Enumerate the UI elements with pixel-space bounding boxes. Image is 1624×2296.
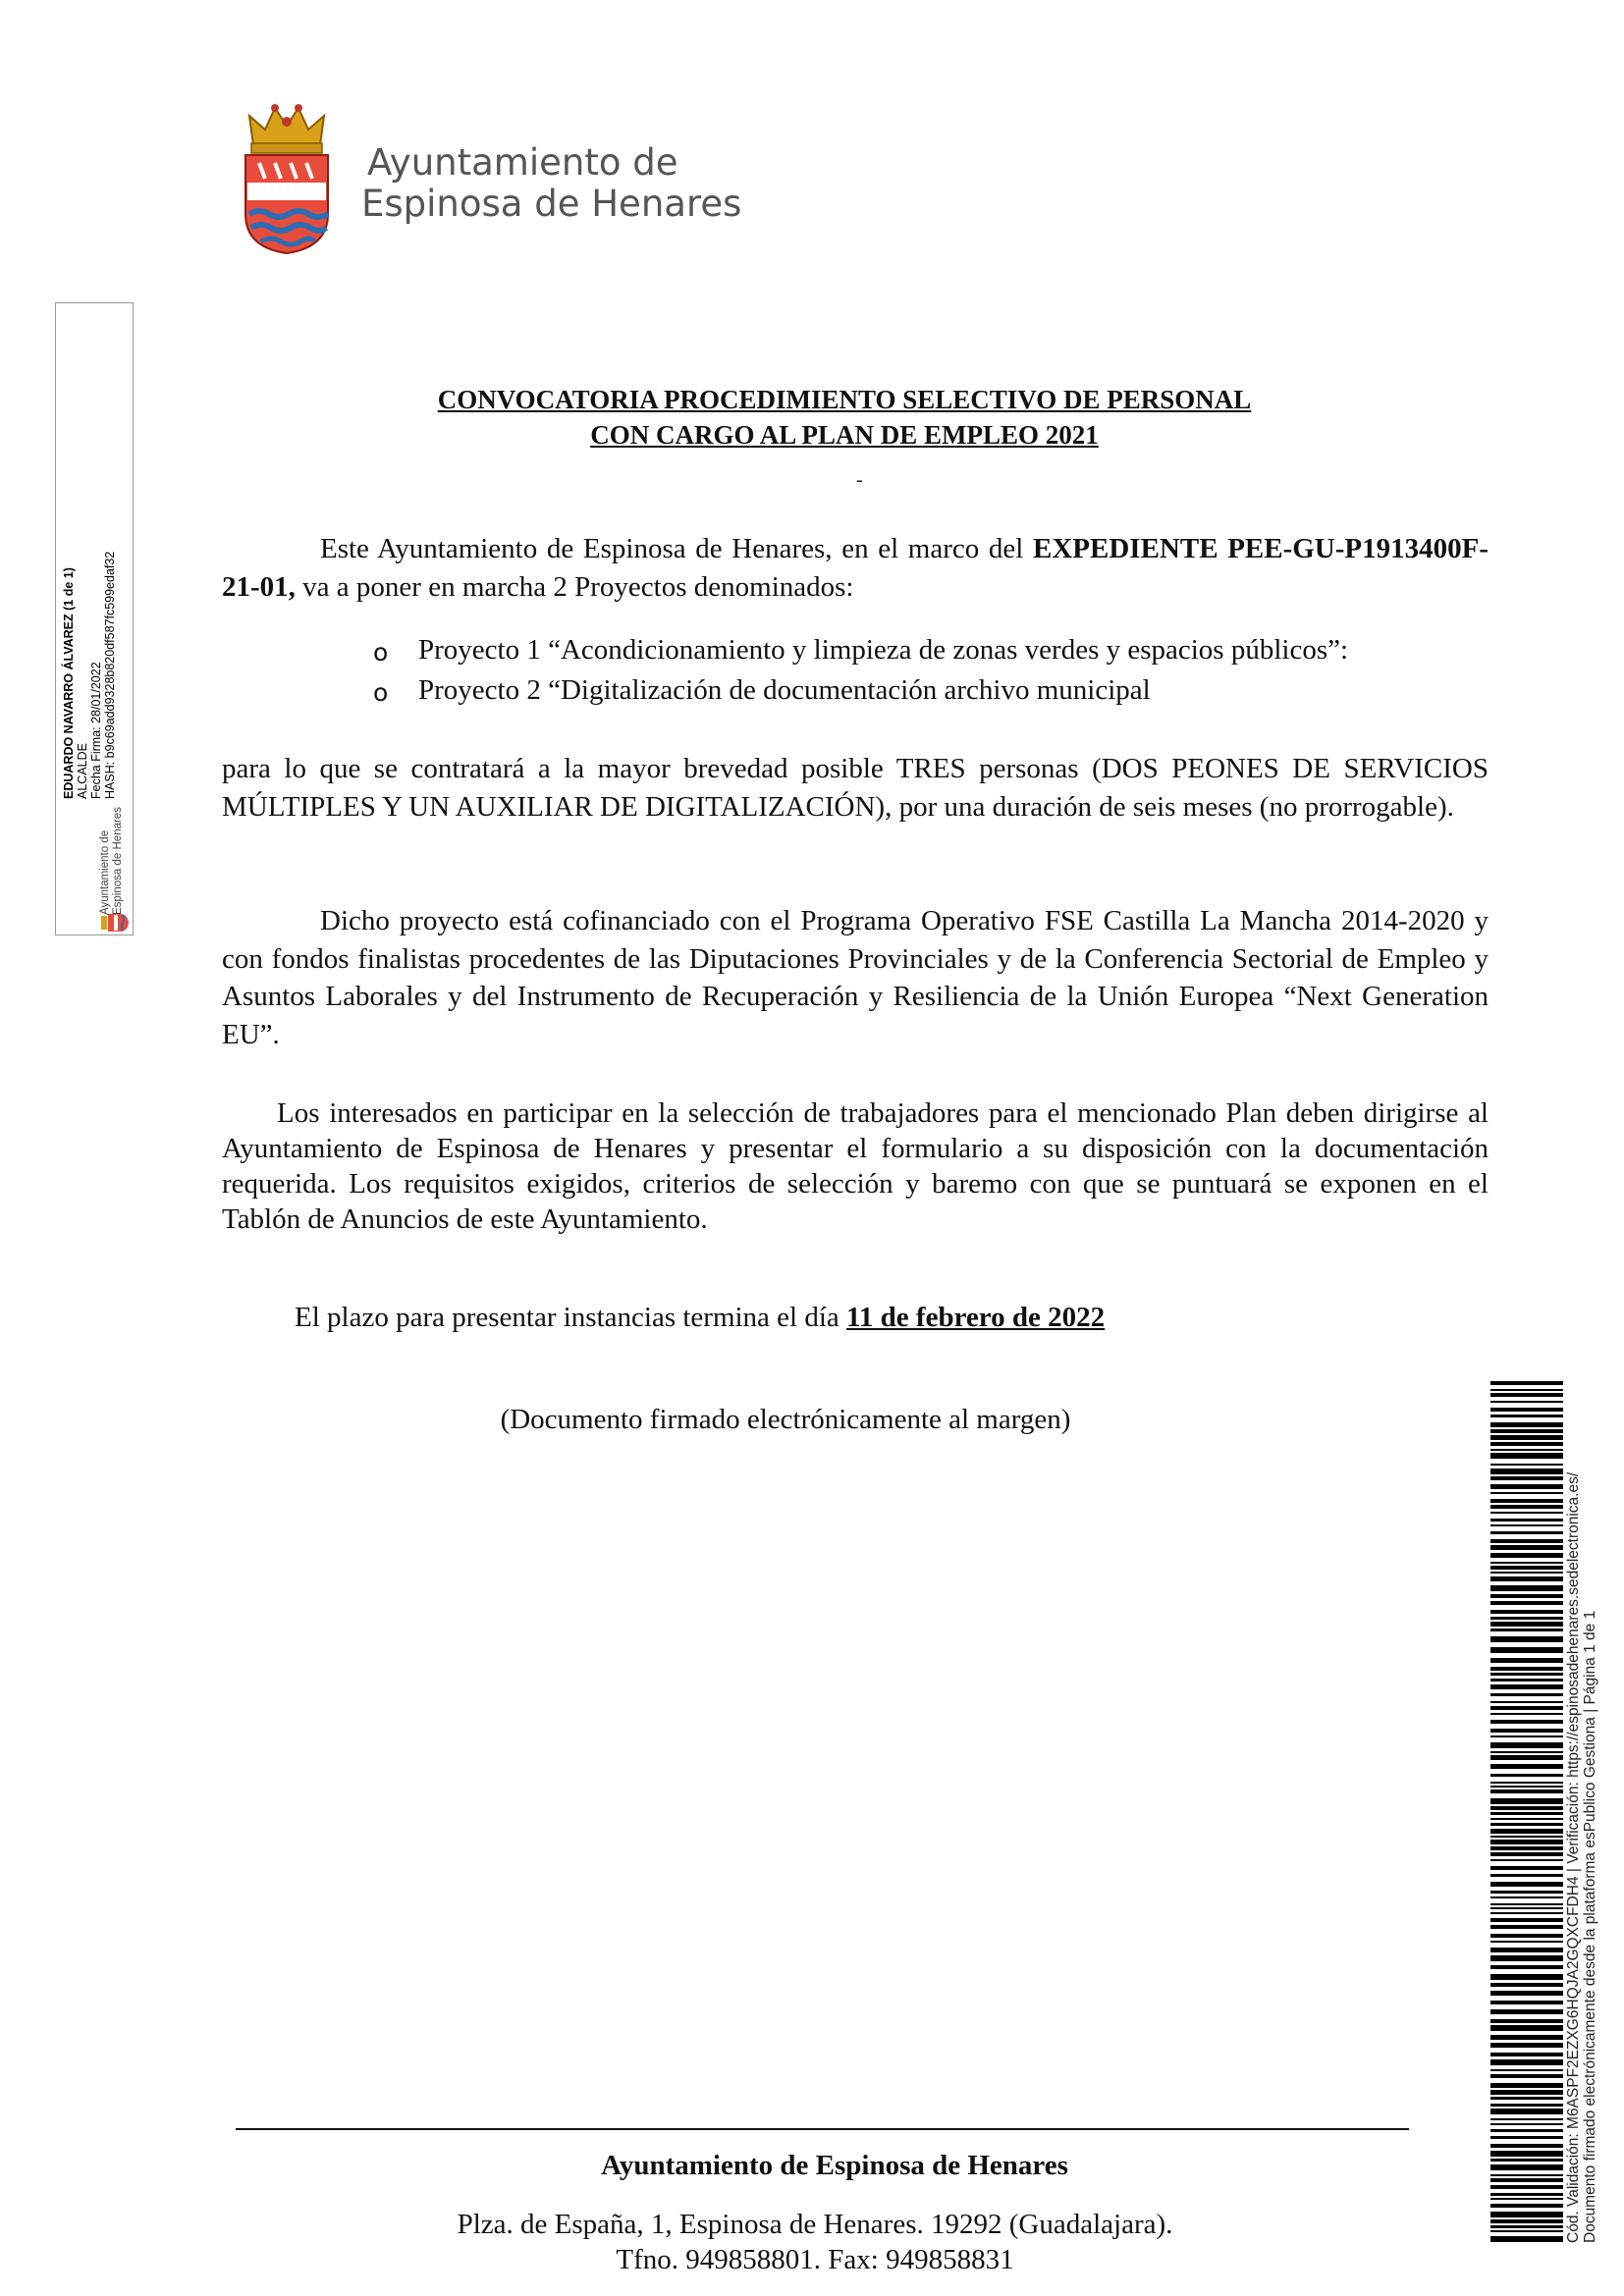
signed-note: (Documento firmado electrónicamente al margen) (500, 1404, 1071, 1435)
intro-paragraph (222, 530, 1489, 606)
barcode-bar (1490, 1610, 1563, 1614)
barcode-bar (1490, 1891, 1563, 1894)
footer-org: Ayuntamiento de Espinosa de Henares (601, 2150, 1068, 2181)
barcode-bar (1490, 1907, 1563, 1909)
barcode-bar (1490, 2083, 1563, 2088)
barcode-bar (1490, 1965, 1563, 1969)
header-org-line1: Ayuntamiento de (367, 141, 678, 184)
barcode-bar (1490, 1449, 1563, 1451)
intro-text-end: va a poner en marcha 2 Proyectos denominados: (295, 570, 854, 603)
barcode-bar (1490, 1798, 1563, 1804)
barcode-bar (1490, 1903, 1563, 1905)
barcode-bar (1490, 1991, 1563, 1996)
barcode-bar (1490, 1629, 1563, 1631)
applicants-paragraph (222, 1095, 1489, 1237)
barcode-bar (1490, 2144, 1563, 2148)
deadline-line (295, 1302, 1105, 1334)
barcode-bar (1490, 1673, 1563, 1676)
barcode-bar (1490, 1918, 1563, 1922)
barcode-bar (1490, 1464, 1563, 1466)
header-org-line2: Espinosa de Henares (361, 183, 742, 225)
barcode-bar (1490, 1912, 1563, 1914)
expediente-number: EXPEDIENTE PEE-GU-P1913400F-21-01, (222, 533, 1489, 603)
deadline-date: 11 de febrero de 2022 (846, 1302, 1106, 1333)
barcode-bar (1490, 1492, 1563, 1494)
footer-contact (0, 2207, 1624, 2277)
barcode-bar (1490, 2129, 1563, 2132)
signature-date: Fecha Firma: 28/01/2022 (89, 662, 103, 799)
barcode-bar (1490, 1693, 1563, 1696)
barcode-bar (1490, 1701, 1563, 1703)
signer-role: ALCALDE (76, 743, 89, 799)
barcode-bar (1490, 1684, 1563, 1689)
bullet-marker: o (373, 678, 389, 707)
barcode-bar (1490, 1553, 1563, 1558)
list-item (373, 630, 1348, 670)
barcode-bar (1490, 1742, 1563, 1748)
barcode-bar (1490, 1389, 1563, 1391)
footer-divider (236, 2128, 1409, 2130)
barcode-bar (1490, 1601, 1563, 1605)
barcode-bar (1490, 2001, 1563, 2004)
barcode-bar (1490, 2198, 1563, 2200)
funding-paragraph (222, 902, 1489, 1053)
barcode-bar (1490, 1729, 1563, 1733)
barcode-bar (1490, 1774, 1563, 1777)
barcode-bar (1490, 1751, 1563, 1753)
funding-text: Dicho proyecto está cofinanciado con el Programa Operativo FSE Castilla La Mancha 2014-2020 y con fondos finalistas procedentes de las Diputaciones Provinciales y de la Conferencia Sectorial de Empleo y Asuntos Laborales y del Instrumento de Recuperación y Resiliencia de la Unión Europea “Next Generation EU”. (222, 905, 1489, 1050)
barcode-bar (1490, 1789, 1563, 1793)
barcode-bar (1490, 1594, 1563, 1598)
signature-stamp (55, 302, 134, 935)
barcode-bar (1490, 2043, 1563, 2048)
signature-details (62, 318, 117, 799)
barcode-bar (1490, 1531, 1563, 1534)
municipality-logo (240, 98, 742, 255)
signer-name: EDUARDO NAVARRO ÁLVAREZ (1 de 1) (62, 567, 76, 799)
barcode-bar (1490, 1429, 1563, 1433)
barcode-bar (1490, 1422, 1563, 1427)
barcode-bar (1490, 1713, 1563, 1715)
barcode-bar (1490, 1562, 1563, 1564)
barcode-bar (1490, 1468, 1563, 1474)
barcode-bar (1490, 2019, 1563, 2023)
barcode-bar (1490, 2104, 1563, 2107)
barcode-bar (1490, 2097, 1563, 2100)
barcode-bar (1490, 1782, 1563, 1784)
barcode-bar (1490, 1401, 1563, 1403)
intro-text-start: Este Ayuntamiento de Espinosa de Henares, en el marco del (320, 533, 1033, 564)
barcode-bar (1490, 1983, 1563, 1987)
barcode-bar (1490, 1720, 1563, 1724)
barcode-bar (1490, 1539, 1563, 1543)
barcode-bar (1490, 1519, 1563, 1522)
barcode-bar (1490, 1925, 1563, 1929)
signature-hash: HASH: b9c69add9328b820df587fc599edaf32 (103, 551, 117, 799)
barcode-bar (1490, 2035, 1563, 2040)
applicants-text: Los interesados en participar en la selección de trabajadores para el mencionado Plan deben dirigirse al Ayuntamiento de Espinosa de Henares y presentar el formulario a su disposición con la documentación requerida. Los requisitos exigidos, criterios de selección y baremo con que se puntuará se exponen en el Tablón de Anuncios de este Ayuntamiento. (222, 1097, 1489, 1235)
barcode-bar (1490, 1572, 1563, 1574)
barcode-bar (1490, 1381, 1563, 1385)
signature-org-line1: Ayuntamiento de (99, 829, 111, 915)
barcode-bar (1490, 1882, 1563, 1887)
barcode-bar (1490, 1505, 1563, 1509)
barcode-bar (1490, 2090, 1563, 2095)
barcode-bar (1490, 1679, 1563, 1682)
document-title-line2: CON CARGO AL PLAN DE EMPLEO 2021 (590, 420, 1099, 450)
barcode-bar (1490, 1453, 1563, 1459)
barcode-bar (1490, 1934, 1563, 1938)
barcode-bar (1490, 1545, 1563, 1550)
barcode-bar (1490, 1755, 1563, 1760)
signature-org (99, 807, 125, 915)
barcode-bar (1490, 1617, 1563, 1620)
project-1: Proyecto 1 “Acondicionamiento y limpieza de zonas verdes y espacios públicos”: (418, 634, 1349, 666)
barcode-bar (1490, 2074, 1563, 2078)
project-list (373, 630, 1348, 711)
barcode-bar (1490, 1415, 1563, 1417)
barcode-bar (1490, 1393, 1563, 1397)
barcode-bar (1490, 1576, 1563, 1581)
barcode-bar (1490, 1859, 1563, 1861)
mini-coat-of-arms-icon (100, 913, 130, 933)
barcode-bar (1490, 2069, 1563, 2071)
barcode-bar (1490, 1476, 1563, 1480)
barcode-bar (1490, 1948, 1563, 1952)
barcode-bar (1490, 2185, 1563, 2189)
footer-phone: Tfno. 949858801. Fax: 949858831 (616, 2244, 1014, 2275)
project-2: Proyecto 2 “Digitalización de documentación archivo municipal (418, 674, 1151, 706)
verification-line2: Documento firmado electrónicamente desde la plataforma esPublico Gestiona | Página 1 de 1 (1582, 1610, 1598, 2243)
barcode-bar (1490, 1499, 1563, 1503)
barcode-bar (1490, 1442, 1563, 1446)
barcode-bar (1490, 1585, 1563, 1591)
barcode-bar (1490, 1435, 1563, 1440)
barcode-bar (1490, 1706, 1563, 1710)
barcode-bar (1490, 1806, 1563, 1810)
barcode-bar (1490, 1622, 1563, 1627)
verification-text (1565, 1379, 1624, 2243)
barcode-bar (1490, 1408, 1563, 1412)
barcode-bar (1490, 2059, 1563, 2065)
deadline-text: El plazo para presentar instancias termina el día (295, 1302, 847, 1333)
barcode-bar (1490, 1764, 1563, 1769)
barcode-bar (1490, 1818, 1563, 1820)
barcode-bar (1490, 1846, 1563, 1850)
barcode-bar (1490, 2136, 1563, 2139)
list-item (373, 670, 1348, 711)
barcode-bar (1490, 1836, 1563, 1838)
barcode-bar (1490, 1823, 1563, 1826)
barcode-bar (1490, 1874, 1563, 1877)
barcode-bar (1490, 1647, 1563, 1653)
barcode-bar (1490, 1524, 1563, 1526)
barcode-bar (1490, 2123, 1563, 2125)
barcode-bar (1490, 1484, 1563, 1489)
title-dash: - (856, 469, 863, 491)
barcode-bar (1490, 1812, 1563, 1815)
verification-line1: Cód. Validación: M6ASPF2EZXG6HQJA2GQXCFDH4 | Verificación: https://espinosadehenares.sedelectronica.es/ (1565, 1471, 1582, 2243)
coat-of-arms-icon (240, 98, 334, 255)
barcode-bar (1490, 1974, 1563, 1980)
bullet-marker: o (373, 638, 389, 667)
barcode-bar (1490, 1866, 1563, 1870)
barcode-bar (1490, 1735, 1563, 1737)
barcode-bar (1490, 2109, 1563, 2114)
barcode-bar (1490, 2053, 1563, 2056)
barcode-bar (1490, 1512, 1563, 1514)
barcode-bar (1490, 2025, 1563, 2031)
footer-address: Plza. de España, 1, Espinosa de Henares. 19292 (Guadalajara). (457, 2209, 1173, 2240)
hiring-paragraph: para lo que se contratará a la mayor brevedad posible TRES personas (DOS PEONES DE SERVICIOS MÚLTIPLES Y UN AUXILIAR DE DIGITALIZACIÓN), por una duración de seis meses (no prorrogable). (222, 753, 1489, 823)
barcode-bar (1490, 1941, 1563, 1943)
barcode-bar (1490, 1840, 1563, 1844)
barcode-bar (1490, 1786, 1563, 1788)
barcode-bar (1490, 1636, 1563, 1642)
validation-barcode (1490, 1381, 1563, 2243)
barcode-bar (1490, 1667, 1563, 1671)
barcode-bar (1490, 1955, 1563, 1961)
document-title-line1: CONVOCATORIA PROCEDIMIENTO SELECTIVO DE PERSONAL (437, 385, 1252, 414)
barcode-bar (1490, 2118, 1563, 2120)
barcode-bar (1490, 1566, 1563, 1570)
barcode-bar (1490, 2193, 1563, 2196)
barcode-bar (1490, 1829, 1563, 1834)
barcode-bar (1490, 2009, 1563, 2014)
barcode-bar (1490, 1658, 1563, 1663)
barcode-bar (1490, 1896, 1563, 1898)
signature-org-line2: Espinosa de Henares (112, 807, 124, 915)
barcode-bar (1490, 1852, 1563, 1856)
